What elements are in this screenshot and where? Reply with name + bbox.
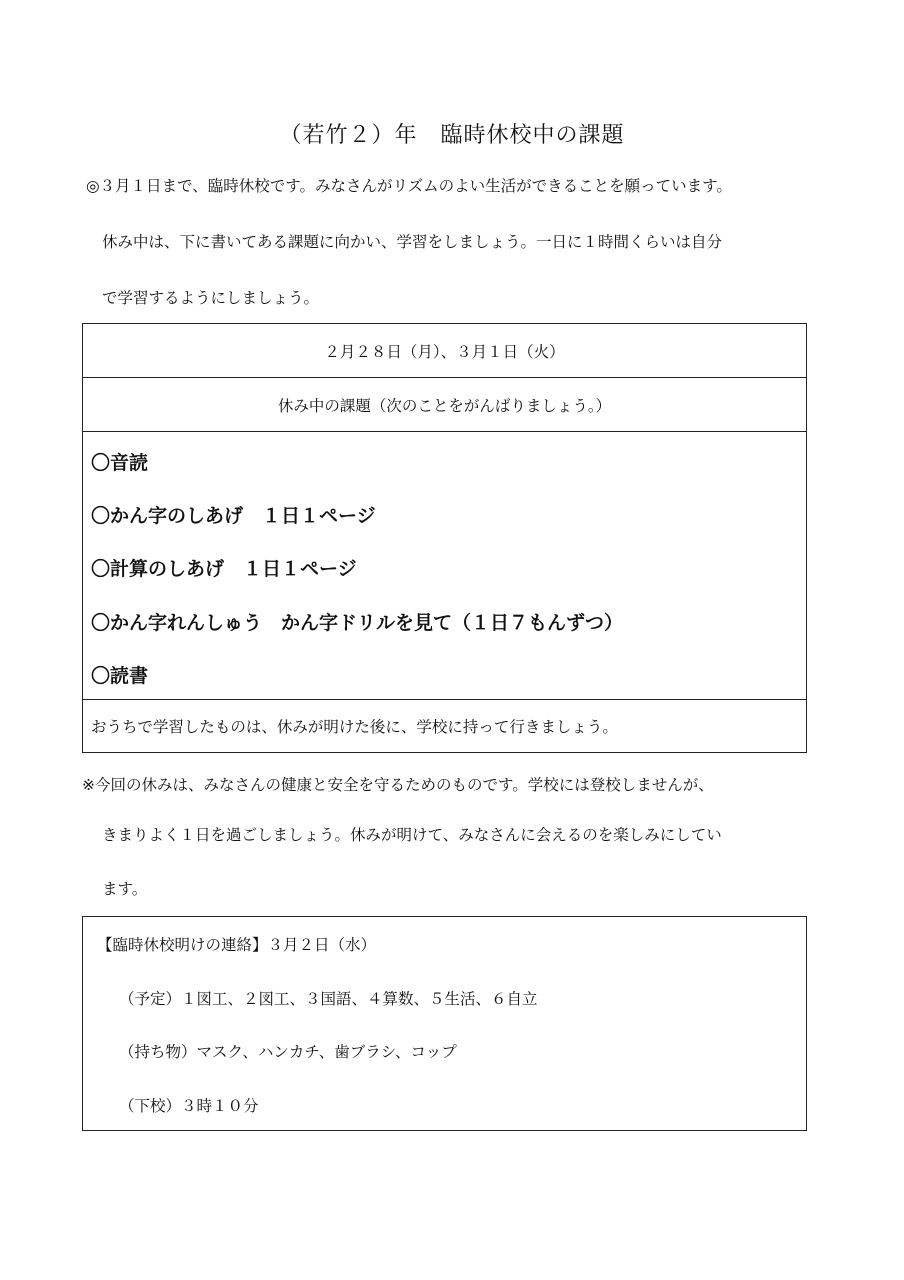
page-title: （若竹２）年 臨時休校中の課題 (279, 123, 625, 148)
contact-item-schedule: （予定）１図工、２図工、３国語、４算数、５生活、６自立 (119, 990, 538, 1008)
note-line-2: きまりよく１日を過ごしましょう。休みが明けて、みなさんに会えるのを楽しみにしてい (102, 826, 722, 844)
note-line-3: ます。 (102, 880, 148, 898)
contact-item-belongings: （持ち物）マスク、ハンカチ、歯ブラシ、コップ (119, 1043, 457, 1061)
contact-heading: 【臨時休校明けの連絡】３月２日（水） (97, 936, 377, 954)
assignment-task-list (83, 432, 806, 700)
assignment-table (82, 323, 807, 753)
intro-line-1: ◎３月１日まで、臨時休校です。みなさんがリズムのよい生活ができることを願っています。 (86, 177, 732, 195)
assignment-header: 休み中の課題（次のことをがんばりましょう。） (83, 378, 806, 432)
task-item: 〇計算のしあげ １日１ページ (91, 558, 357, 580)
task-item: 〇読書 (91, 665, 149, 687)
task-item: 〇かん字れんしゅう かん字ドリルを見て（１日７もんずつ） (91, 612, 624, 634)
intro-line-3: で学習するようにしましょう。 (102, 289, 320, 307)
assignment-footer: おうちで学習したものは、休みが明けた後に、学校に持って行きましょう。 (91, 718, 618, 736)
assignment-dates: ２月２８日（月）、３月１日（火） (83, 324, 806, 378)
task-item: 〇音読 (91, 452, 149, 474)
contact-box (82, 916, 807, 1131)
note-line-1: ※今回の休みは、みなさんの健康と安全を守るためのものです。学校には登校しませんが、 (82, 776, 714, 794)
task-item: 〇かん字のしあげ １日１ページ (91, 505, 376, 527)
contact-item-dismissal: （下校）３時１０分 (119, 1097, 259, 1115)
intro-line-2: 休み中は、下に書いてある課題に向かい、学習をしましょう。一日に１時間くらいは自分 (102, 233, 723, 251)
